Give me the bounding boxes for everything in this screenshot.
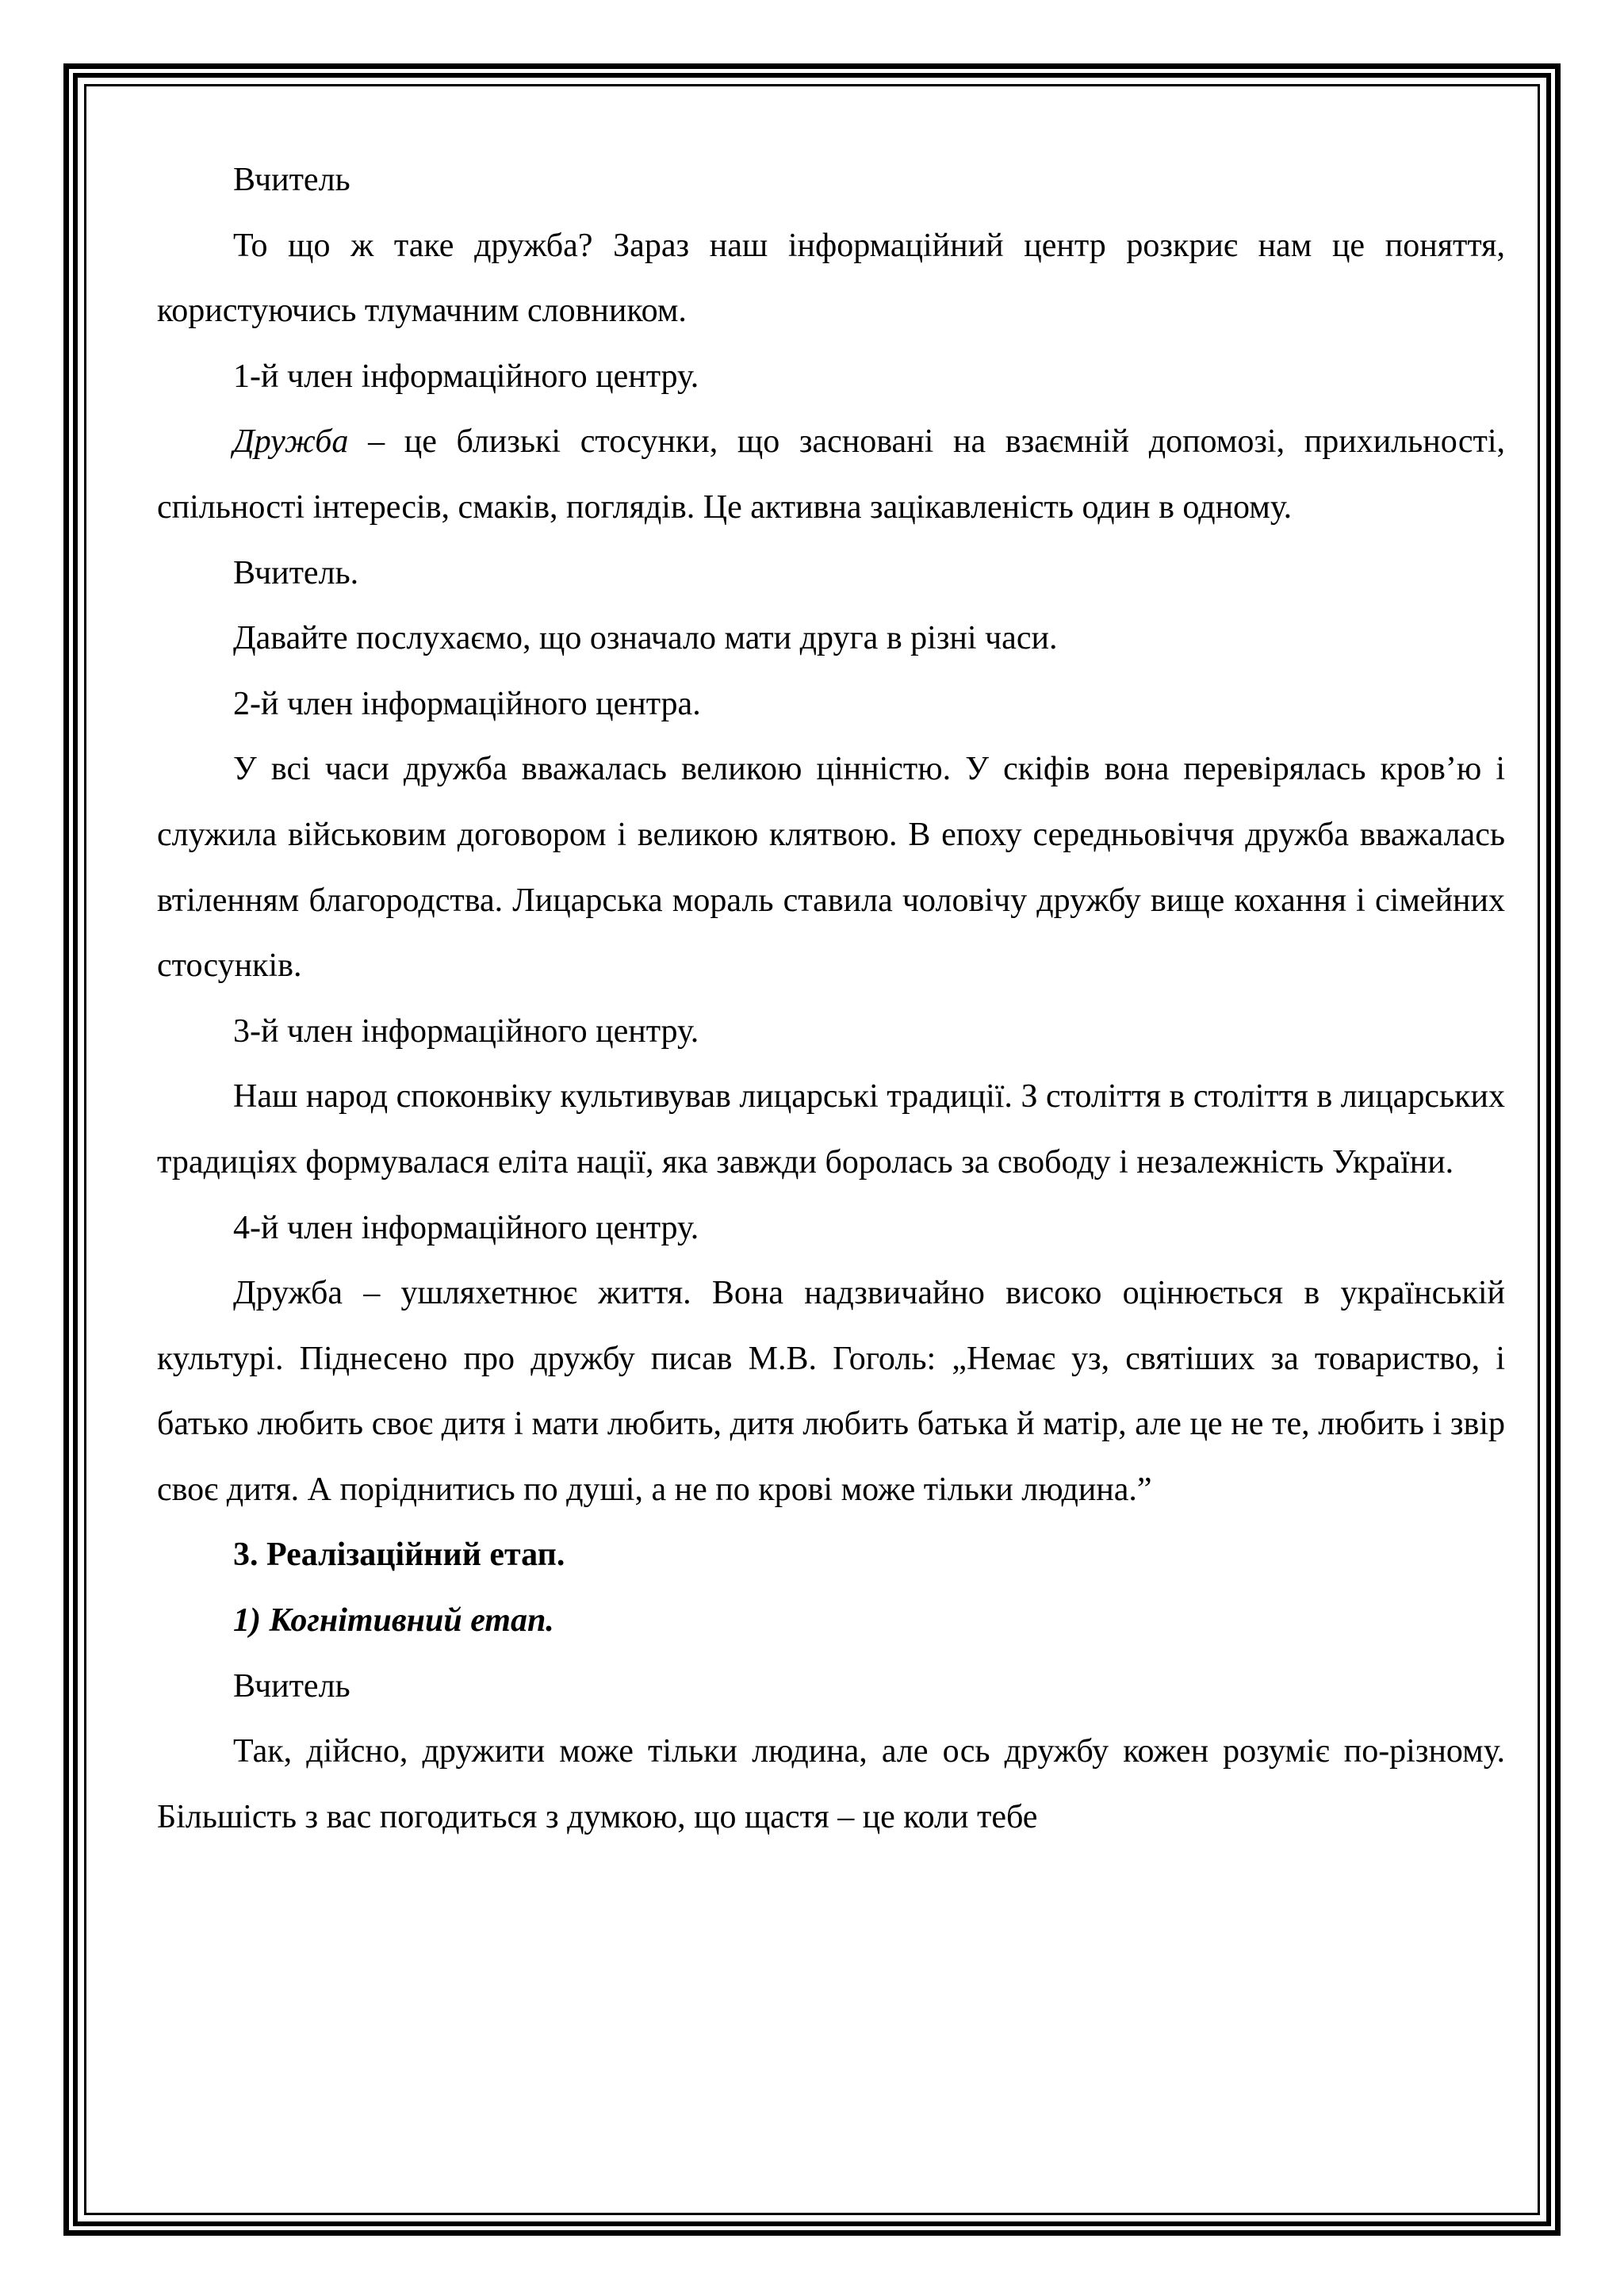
speaker-label: Вчитель: [233, 162, 350, 198]
definition-paragraph: [157, 409, 1505, 540]
paragraph: Давайте послухаємо, що означало мати друга в різні часи.: [233, 620, 1058, 657]
definition-text: – це близькі стосунки, що засновані на взаємній допомозі, прихильності, спільності інтересів, смаків, поглядів. Це активна зацікавленість один в одному.: [157, 423, 1505, 526]
defined-term: Дружба: [233, 423, 349, 461]
document-body: [157, 147, 1505, 1850]
paragraph: У всі часи дружба вважалась великою цінністю. У скіфів вона перевірялась кров’ю і служила військовим договором і великою клятвою. В епоху середньовіччя дружба вважалась втіленням благородства. Лицарська мораль ставила чоловічу дружбу вище кохання і сімейних стосунків.: [157, 751, 1505, 985]
speaker-label: 4-й член інформаційного центру.: [233, 1209, 699, 1246]
paragraph: Дружба – ушляхетнює життя. Вона надзвичайно високо оцінюється в українській культурі. Піднесено про дружбу писав М.В. Гоголь: „Немає уз, святіших за товариство, і батько любить своє дитя і мати любить, дитя любить батька й матір, але це не те, любить і звір своє дитя. А поріднитись по душі, а не по крові може тільки людина.”: [157, 1275, 1505, 1508]
speaker-label: Вчитель: [233, 1667, 350, 1705]
speaker-label: Вчитель.: [233, 554, 359, 591]
paragraph: Так, дійсно, дружити може тільки людина, але ось дружбу кожен розуміє по-різному. Більшість з вас погодиться з думкою, що щастя – це коли тебе: [157, 1733, 1505, 1835]
speaker-label: 3-й член інформаційного центру.: [233, 1012, 699, 1050]
speaker-label: 1-й член інформаційного центру.: [233, 358, 699, 395]
section-heading: 3. Реалізаційний етап.: [233, 1536, 565, 1574]
paragraph: То що ж таке дружба? Зараз наш інформаційний центр розкриє нам це поняття, користуючись тлумачним словником.: [157, 227, 1505, 330]
paragraph: Наш народ споконвіку культивував лицарські традиції. З століття в століття в лицарських традиціях формувалася еліта нації, яка завжди боролась за свободу і незалежність України.: [157, 1078, 1505, 1181]
subsection-heading: 1) Когнітивний етап.: [233, 1602, 554, 1640]
speaker-label: 2-й член інформаційного центра.: [233, 685, 701, 722]
